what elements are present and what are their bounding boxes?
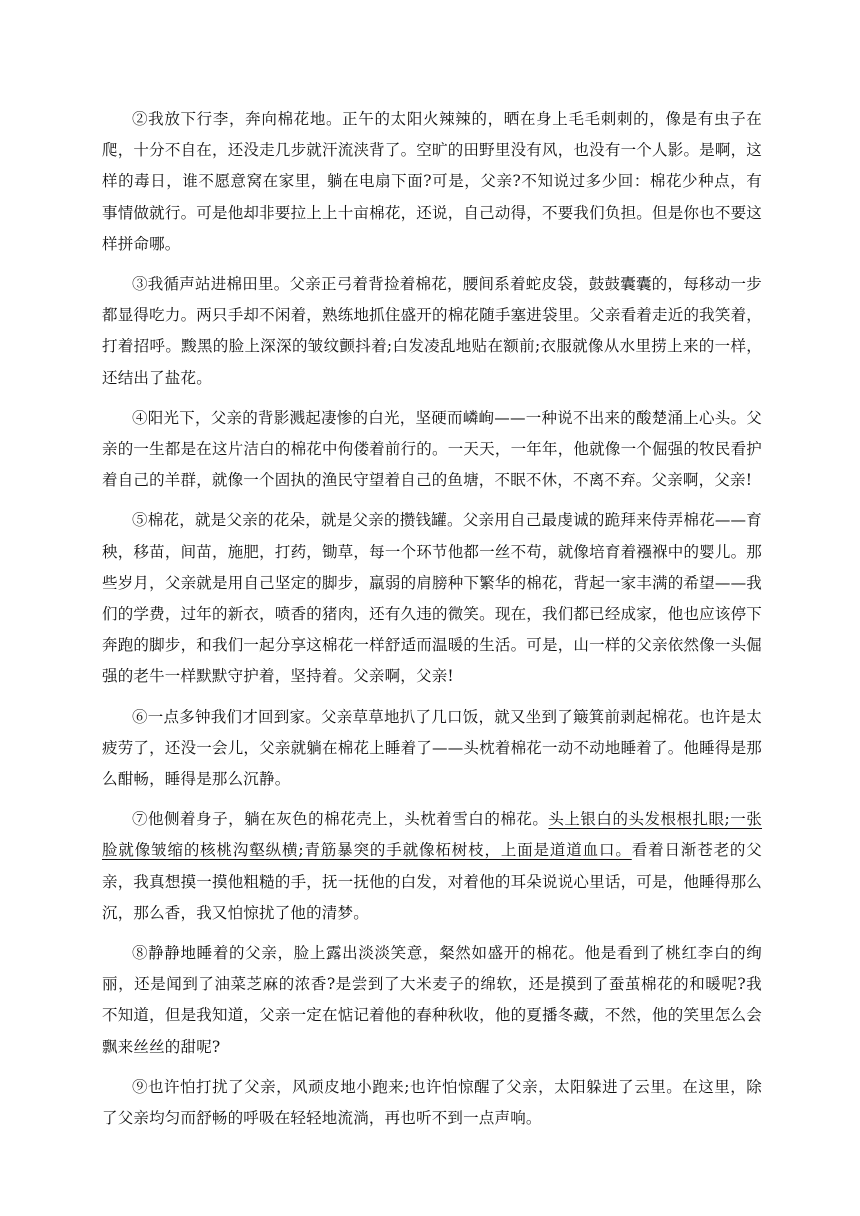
paragraph-7-underlined-sentence: 头上银白的头发根根扎眼;一张脸就像皱缩的核桃沟壑纵横;青筋暴突的手就像柘树枝，上面是道道血口。 [102, 810, 763, 860]
paragraph-2-text: ②我放下行李，奔向棉花地。正午的太阳火辣辣的，晒在身上毛毛刺刺的，像是有虫子在爬，十分不自在，还没走几步就汗流浃背了。空旷的田野里没有风，也没有一个人影。是啊，这样的毒日，谁不愿意窝在家里，躺在电扇下面?可是，父亲?不知说过多少回：棉花少种点，有事情做就行。可是他却非要拉上上十亩棉花，还说，自己动得，不要我们负担。但是你也不要这样拼命哪。 [102, 110, 762, 253]
article-body [102, 104, 762, 1143]
paragraph-8-text: ⑧静静地睡着的父亲，脸上露出淡淡笑意，粲然如盛开的棉花。他是看到了桃红李白的绚丽，还是闻到了油菜芝麻的浓香?是尝到了大米麦子的绵软，还是摸到了蚕茧棉花的和暖呢?我不知道，但是我知道，父亲一定在惦记着他的春种秋收，他的夏播冬藏，不然，他的笑里怎么会飘来丝丝的甜呢? [102, 944, 762, 1056]
paragraph-2 [102, 104, 762, 260]
paragraph-3 [102, 269, 762, 394]
paragraph-5 [102, 505, 762, 692]
paragraph-4-text: ④阳光下，父亲的背影溅起凄惨的白光，坚硬而嶙峋——一种说不出来的酸楚涌上心头。父亲的一生都是在这片洁白的棉花中佝偻着前行的。一天天，一年年，他就像一个倔强的牧民看护着自己的羊群，就像一个固执的渔民守望着自己的鱼塘，不眠不休，不离不弃。父亲啊，父亲! [102, 408, 762, 490]
paragraph-6-text: ⑥一点多钟我们才回到家。父亲草草地扒了几口饭，就又坐到了簸箕前剥起棉花。也许是太疲劳了，还没一会儿，父亲就躺在棉花上睡着了——头枕着棉花一动不动地睡着了。他睡得是那么酣畅，睡得是那么沉静。 [102, 707, 762, 789]
paragraph-7-text-after: 看着日渐苍老的父亲，我真想摸一摸他粗糙的手，抚一抚他的白发，对着他的耳朵说说心里话，可是，他睡得那么沉，那么香，我又怕惊扰了他的清梦。 [102, 841, 762, 922]
paragraph-6 [102, 702, 762, 796]
paragraph-7-text-before: ⑦他侧着身子，躺在灰色的棉花壳上，头枕着雪白的棉花。 [132, 810, 549, 829]
paragraph-9-text: ⑨也许怕打扰了父亲，风顽皮地小跑来;也许怕惊醒了父亲，太阳躲进了云里。在这里，除了父亲均匀而舒畅的呼吸在轻轻地流淌，再也听不到一点声响。 [102, 1077, 762, 1128]
paragraph-3-text: ③我循声站进棉田里。父亲正弓着背捡着棉花，腰间系着蛇皮袋，鼓鼓囊囊的，每移动一步都显得吃力。两只手却不闲着，熟练地抓住盛开的棉花随手塞进袋里。父亲看着走近的我笑着，打着招呼。黢黑的脸上深深的皱纹颤抖着;白发凌乱地贴在额前;衣服就像从水里捞上来的一样，还结出了盐花。 [102, 275, 762, 387]
paragraph-5-text: ⑤棉花，就是父亲的花朵，就是父亲的攒钱罐。父亲用自己最虔诚的跪拜来侍弄棉花——育秧，移苗，间苗，施肥，打药，锄草，每一个环节他都一丝不苟，就像培育着襁褓中的婴儿。那些岁月，父亲就是用自己坚定的脚步，羸弱的肩膀种下繁华的棉花，背起一家丰满的希望——我们的学费，过年的新衣，喷香的猪肉，还有久违的微笑。现在，我们都已经成家，他也应该停下奔跑的脚步，和我们一起分享这棉花一样舒适而温暖的生活。可是，山一样的父亲依然像一头倔强的老牛一样默默守护着，坚持着。父亲啊，父亲! [102, 511, 762, 686]
paragraph-8 [102, 938, 762, 1063]
paragraph-7 [102, 804, 762, 929]
paragraph-9 [102, 1072, 762, 1134]
paragraph-4 [102, 403, 762, 497]
